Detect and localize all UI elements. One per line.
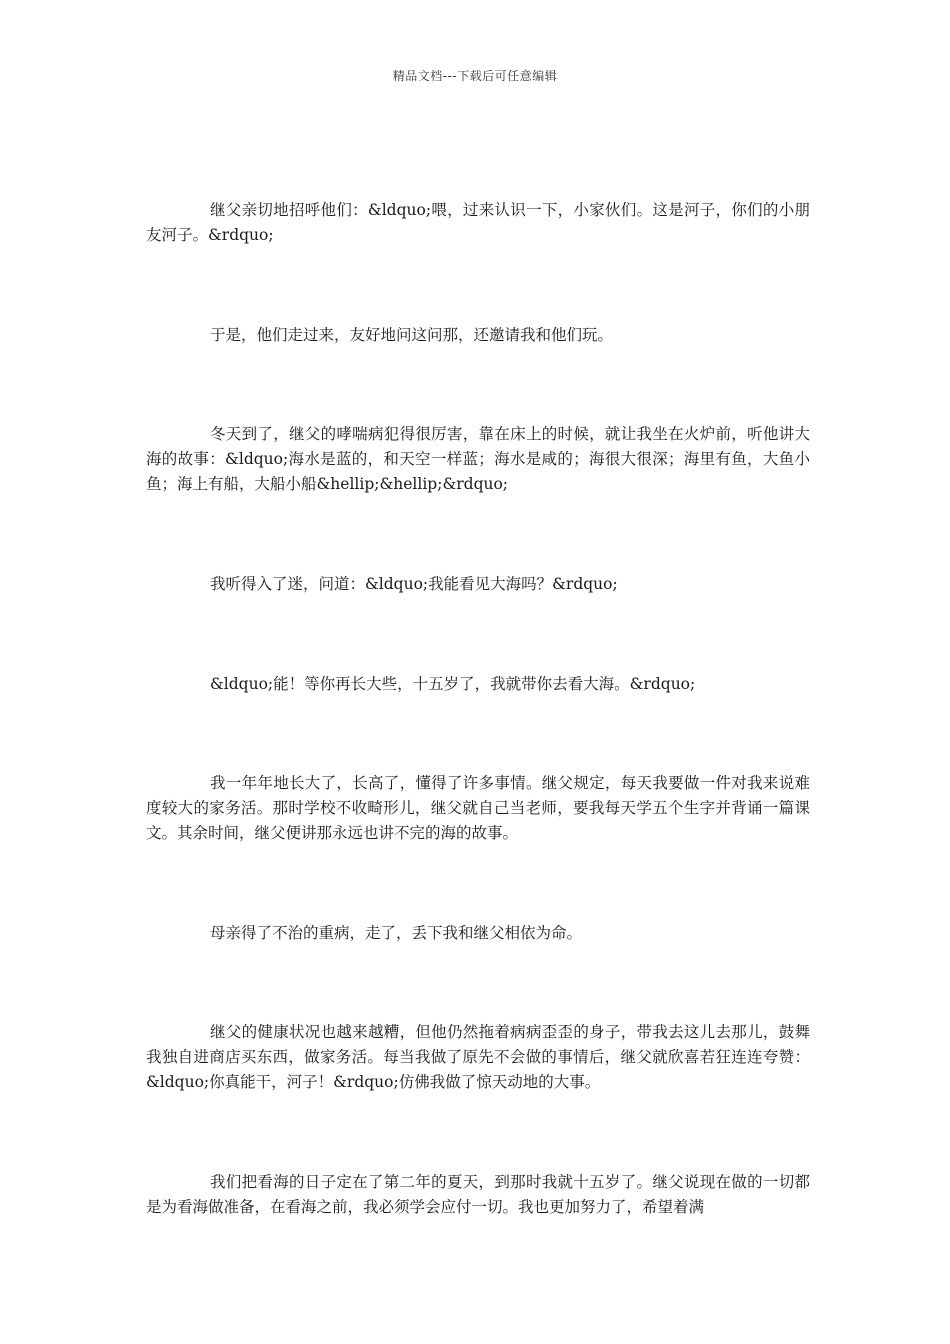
paragraph: 我一年年地长大了，长高了，懂得了许多事情。继父规定，每天我要做一件对我来说难度较大的家务活。那时学校不收畸形儿，继父就自己当老师，要我每天学五个生字并背诵一篇课文。其余时间，继父便讲那永远也讲不完的海的故事。 xyxy=(146,774,810,842)
paragraph: 冬天到了，继父的哮喘病犯得很厉害，靠在床上的时候，就让我坐在火炉前，听他讲大海的故事：&ldquo;海水是蓝的，和天空一样蓝；海水是咸的；海很大很深；海里有鱼，大鱼小鱼；海上有船，大船小船&hellip;&hellip;&rdquo; xyxy=(146,425,810,493)
paragraph: 我听得入了迷，问道：&ldquo;我能看见大海吗？&rdquo; xyxy=(210,575,618,593)
paragraph: 继父的健康状况也越来越糟，但他仍然拖着病病歪歪的身子，带我去这儿去那儿，鼓舞我独自进商店买东西，做家务活。每当我做了原先不会做的事情后，继父就欣喜若狂连连夸赞：&ldquo;你真能干，河子！&rdquo;仿佛我做了惊天动地的大事。 xyxy=(146,1023,810,1091)
paragraph: 于是，他们走过来，友好地问这问那，还邀请我和他们玩。 xyxy=(210,326,614,344)
paragraph: 母亲得了不治的重病，走了，丢下我和继父相依为命。 xyxy=(210,924,583,942)
paragraph: &ldquo;能！等你再长大些，十五岁了，我就带你去看大海。&rdquo; xyxy=(210,675,696,693)
paragraph: 继父亲切地招呼他们：&ldquo;喂，过来认识一下，小家伙们。这是河子，你们的小朋友河子。&rdquo; xyxy=(146,201,810,244)
paragraph: 我们把看海的日子定在了第二年的夏天，到那时我就十五岁了。继父说现在做的一切都是为看海做准备，在看海之前，我必须学会应付一切。我也更加努力了，希望着满 xyxy=(146,1173,810,1216)
page-header: 精品文档---下载后可任意编辑 xyxy=(392,69,558,83)
